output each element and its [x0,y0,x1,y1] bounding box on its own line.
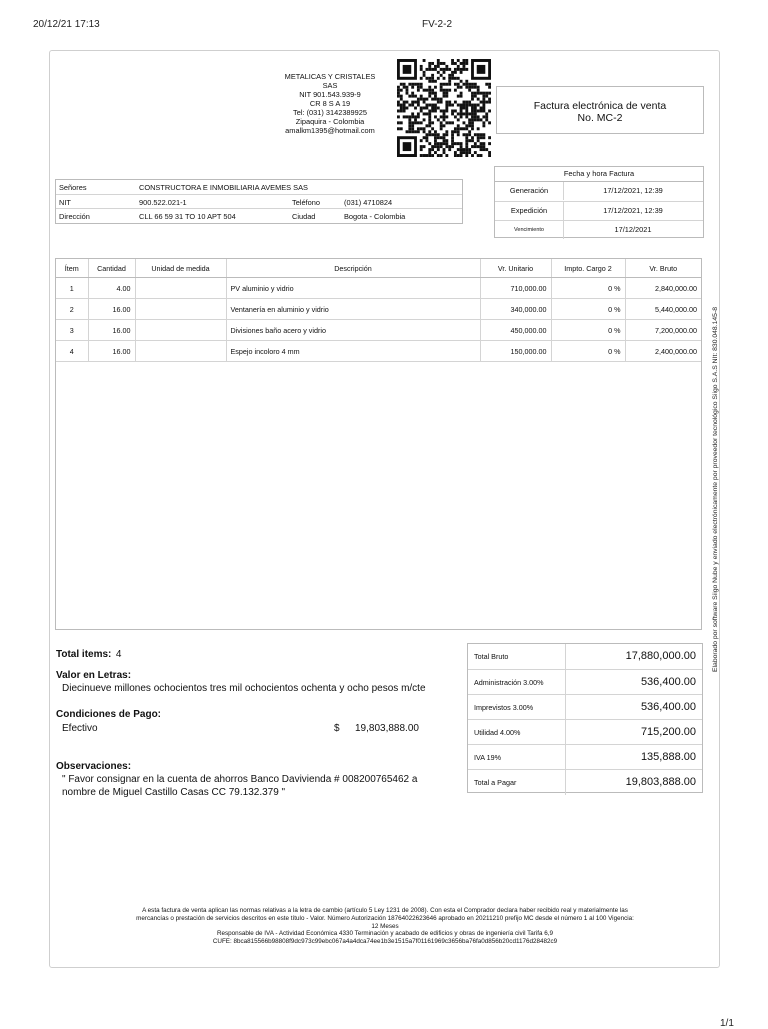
item-unit [135,278,226,299]
vat-label: IVA 19% [468,745,566,770]
total-items-value: 4 [115,649,122,660]
totals-row [468,744,702,770]
col-description: Descripción [226,259,480,278]
invoice-title-box [496,86,704,134]
client-address: CLL 66 59 31 TO 10 APT 504 [139,212,236,221]
col-tax: Impto. Cargo 2 [551,259,625,278]
item-tax: 0 % [551,341,625,362]
item-gross: 2,400,000.00 [625,341,701,362]
items-header-row [56,259,701,278]
observations-line-1: " Favor consignar en la cuenta de ahorros Banco Davivienda # 008200765462 a [62,774,418,785]
col-gross: Vr. Bruto [625,259,701,278]
footer-line: mercancías o prestación de servicios descritos en este título - Valor. Número Autorización 18764022623646 aprobado en 20211210 prefijo MC desde el número 1 al 100 Vigencia: [136,914,634,922]
table-row [56,320,701,341]
totals-box [467,643,703,793]
footer-line: Responsable de IVA - Actividad Económica 4330 Terminación y acabado de edificios y obras de ingeniería civil Tarifa 6,9 [216,930,554,938]
total-to-pay-value: 19,803,888.00 [625,776,696,788]
footer-line: A esta factura de venta aplican las normas relativas a la letra de cambio (artículo 5 Ley 1231 de 2008). Con esta el Comprador declara haber recibido real y materialmente las [142,907,628,914]
item-description: PV aluminio y vidrio [226,278,480,299]
item-quantity: 4.00 [88,278,135,299]
col-item: Ítem [56,259,88,278]
contingencies-label: Imprevistos 3.00% [468,695,566,720]
item-quantity: 16.00 [88,341,135,362]
administration-label: Administración 3.00% [468,670,566,695]
print-page-number: 1/1 [720,1018,734,1029]
total-gross-label: Total Bruto [468,644,566,669]
client-city-label: Ciudad [292,212,316,221]
software-vertical-note: Elaborado por software Siigo Nube y enviado electrónicamente por proveedor tecnológico Siigo S.A.S NIt: 830.048.145-8 [712,307,719,672]
dates-header: Fecha y hora Factura [495,167,703,182]
payment-method: Efectivo [62,723,98,734]
item-tax: 0 % [551,278,625,299]
total-items [56,644,121,662]
totals-row [468,719,702,745]
profit-value: 715,200.00 [640,726,696,738]
item-unit [135,299,226,320]
generation-label: Generación [495,182,564,200]
client-nit-label: NIT [59,198,71,207]
legal-footer [60,907,710,946]
payment-amount: 19,803,888.00 [355,723,419,734]
qr-code-icon [397,59,491,157]
item-number: 1 [56,278,88,299]
total-items-label: Total items: [56,649,112,660]
item-number: 4 [56,341,88,362]
footer-line: 12 Meses [371,922,399,930]
table-row [56,278,701,299]
client-name-label: Señores [59,183,87,192]
item-quantity: 16.00 [88,299,135,320]
company-city: Zipaquira - Colombia [295,117,365,126]
col-quantity: Cantidad [88,259,135,278]
company-nit: NIT 901.543.939-9 [299,90,361,99]
items-table-box [55,258,702,630]
client-phone-label: Teléfono [292,198,320,207]
company-info [270,72,390,135]
item-unit [135,341,226,362]
payment-label: Condiciones de Pago: [56,709,162,720]
item-unit [135,320,226,341]
item-unit-price: 150,000.00 [480,341,551,362]
item-unit-price: 340,000.00 [480,299,551,320]
invoice-title: Factura electrónica de venta [533,100,667,112]
item-number: 2 [56,299,88,320]
total-gross-value: 17,880,000.00 [625,650,696,662]
totals-row [468,644,702,669]
company-name: METALICAS Y CRISTALES [284,72,376,81]
item-description: Espejo incoloro 4 mm [226,341,480,362]
client-info-box [55,179,463,224]
item-description: Ventanería en aluminio y vidrio [226,299,480,320]
generation-date: 17/12/2021, 12:39 [603,186,663,195]
client-address-label: Dirección [59,212,90,221]
administration-value: 536,400.00 [640,676,696,688]
client-nit: 900.522.021-1 [139,198,187,207]
client-city: Bogota - Colombia [344,212,406,221]
col-unit: Unidad de medida [135,259,226,278]
table-row [56,341,701,362]
item-unit-price: 710,000.00 [480,278,551,299]
print-title: FV-2-2 [422,19,453,30]
letters-value: Diecinueve millones ochocientos tres mil ochocientos ochenta y ocho pesos m/cte [62,683,426,694]
invoice-number: No. MC-2 [577,112,623,124]
item-number: 3 [56,320,88,341]
expedition-label: Expedición [495,202,564,220]
item-unit-price: 450,000.00 [480,320,551,341]
due-date: 17/12/2021 [614,225,652,234]
item-quantity: 16.00 [88,320,135,341]
observations-line-2: nombre de Miguel Castillo Casas CC 79.132.379 " [62,787,286,798]
client-phone: (031) 4710824 [344,198,393,207]
table-row [56,299,701,320]
footer-cufe: CUFE: 8bca815566b98808f9dc973c99ebc067a4a4dca74ee1b3e1515a7f01161969c3656ba76fa0d856b20cd1176d28482c9 [212,938,558,946]
expedition-date: 17/12/2021, 12:39 [603,206,663,215]
totals-row [468,669,702,695]
payment-currency: $ [334,723,340,734]
item-description: Divisiones baño acero y vidrio [226,320,480,341]
total-to-pay-label: Total a Pagar [468,770,566,795]
item-tax: 0 % [551,320,625,341]
company-name-suffix: SAS [322,81,338,90]
item-tax: 0 % [551,299,625,320]
item-gross: 2,840,000.00 [625,278,701,299]
client-name: CONSTRUCTORA E INMOBILIARIA AVEMES SAS [139,183,308,192]
totals-row [468,694,702,720]
company-address: CR 8 S A 19 [309,99,351,108]
profit-label: Utilidad 4.00% [468,720,566,745]
observations-label: Observaciones: [56,761,132,772]
company-phone: Tel: (031) 3142389925 [293,108,367,117]
letters-label: Valor en Letras: [56,670,132,681]
vat-value: 135,888.00 [640,751,696,763]
items-table [56,259,701,362]
contingencies-value: 536,400.00 [640,701,696,713]
col-unit-price: Vr. Unitario [480,259,551,278]
due-label: Vencimiento [495,221,564,239]
item-gross: 5,440,000.00 [625,299,701,320]
totals-row [468,769,702,795]
invoice-dates-box [494,166,704,238]
print-datetime: 20/12/21 17:13 [33,19,100,30]
item-gross: 7,200,000.00 [625,320,701,341]
company-email: amalkm1395@hotmail.com [285,126,375,135]
